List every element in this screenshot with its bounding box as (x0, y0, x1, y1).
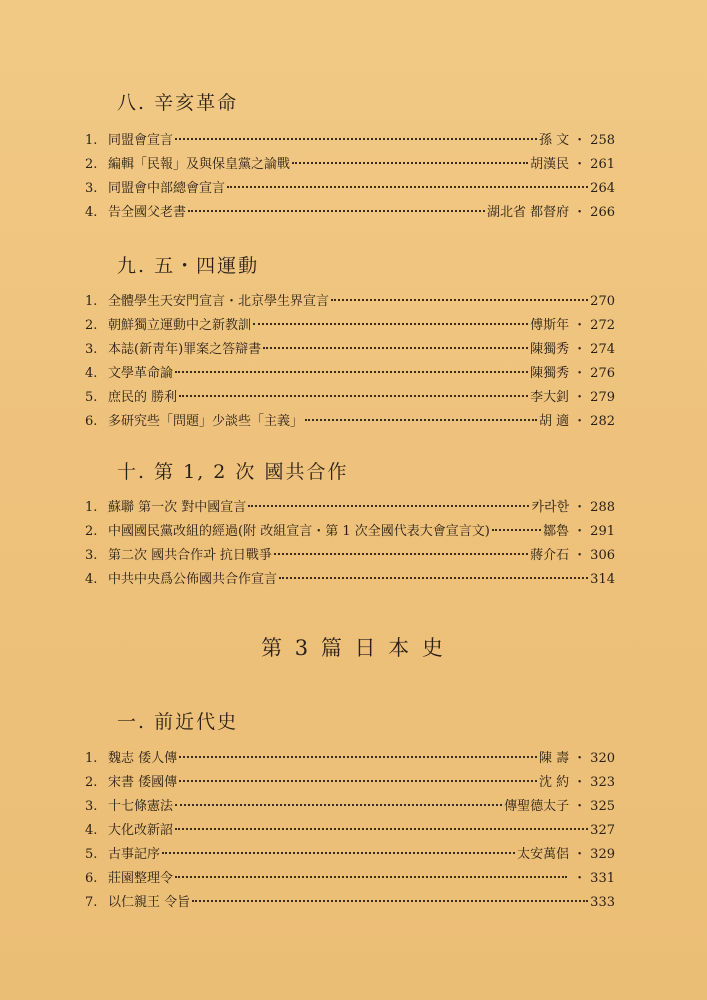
toc-entry (85, 362, 615, 386)
toc-list (85, 747, 615, 915)
entry-title: 同盟會宣言 (108, 133, 174, 148)
entry-title: 十七條憲法 (108, 799, 174, 814)
leader-dots (305, 419, 537, 421)
section-heading: 十. 第 1, 2 次 國共合作 (117, 461, 349, 483)
leader-dots (175, 828, 588, 830)
entry-title: 古事記序 (108, 847, 161, 862)
entry-author: 陳 壽 (539, 751, 570, 766)
entry-page: 329 (590, 847, 615, 862)
entry-page: 272 (590, 318, 615, 333)
toc-entry (85, 819, 615, 843)
separator-dot: ・ (573, 342, 587, 357)
toc-entry (85, 496, 615, 520)
entry-title: 本誌(新靑年)罪案之答辯書 (108, 342, 262, 357)
entry-page: 333 (590, 895, 615, 910)
entry-number: 1. (85, 294, 98, 309)
entry-author: 傳聖德太子 (504, 799, 570, 814)
entry-author: 鄒魯 (543, 524, 570, 539)
toc-entry (85, 771, 615, 795)
leader-dots (253, 323, 528, 325)
entry-page: 327 (590, 823, 615, 838)
entry-author: 湖北省 都督府 (487, 205, 570, 220)
entry-author: 傅斯年 (530, 318, 570, 333)
separator-dot: ・ (573, 318, 587, 333)
entry-number: 2. (85, 318, 98, 333)
entry-title: 多研究些「問題」少談些「主義」 (108, 414, 304, 429)
leader-dots (492, 529, 541, 531)
entry-page: 331 (590, 871, 615, 886)
toc-entry (85, 153, 615, 177)
section-heading: 一. 前近代史 (117, 711, 239, 733)
entry-page: 266 (590, 205, 615, 220)
entry-title: 中國國民黨改組的經過(附 改組宣言・第 1 次全國代表大會宣言文) (108, 524, 490, 539)
separator-dot: ・ (573, 366, 587, 381)
leader-dots (188, 210, 485, 212)
entry-title: 蘇聯 第一次 對中國宣言 (108, 500, 247, 515)
entry-title: 文學革命論 (108, 366, 174, 381)
entry-title: 同盟會中部總會宣言 (108, 181, 226, 196)
entry-title: 朝鮮獨立運動中之新教訓 (108, 318, 252, 333)
separator-dot: ・ (573, 871, 587, 886)
entry-number: 5. (85, 847, 98, 862)
toc-entry (85, 520, 615, 544)
entry-number: 4. (85, 572, 98, 587)
entry-title: 宋書 倭國傳 (108, 775, 178, 790)
entry-number: 7. (85, 895, 98, 910)
entry-author: 胡漢民 (530, 157, 570, 172)
entry-number: 1. (85, 500, 98, 515)
separator-dot: ・ (573, 548, 587, 563)
entry-page: 282 (590, 414, 615, 429)
toc-entry (85, 201, 615, 225)
toc-entry (85, 891, 615, 915)
leader-dots (279, 577, 588, 579)
entry-number: 6. (85, 871, 98, 886)
toc-entry (85, 338, 615, 362)
toc-entry (85, 568, 615, 592)
entry-page: 279 (590, 390, 615, 405)
entry-page: 320 (590, 751, 615, 766)
entry-title: 告全國父老書 (108, 205, 187, 220)
entry-number: 2. (85, 524, 98, 539)
toc-entry (85, 177, 615, 201)
toc-entry (85, 129, 615, 153)
entry-number: 1. (85, 133, 98, 148)
entry-page: 288 (590, 500, 615, 515)
part-title: 第 3 篇 日 本 史 (261, 636, 446, 660)
leader-dots (175, 876, 567, 878)
entry-author: 카라한 (531, 500, 570, 515)
entry-title: 編輯「民報」及與保皇黨之論戰 (108, 157, 291, 172)
entry-number: 3. (85, 342, 98, 357)
entry-page: 306 (590, 548, 615, 563)
entry-number: 3. (85, 548, 98, 563)
toc-entry (85, 795, 615, 819)
separator-dot: ・ (573, 205, 587, 220)
toc-entry (85, 867, 615, 891)
entry-title: 大化改新詔 (108, 823, 174, 838)
leader-dots (292, 162, 528, 164)
entry-author: 胡 適 (539, 414, 570, 429)
leader-dots (331, 299, 588, 301)
entry-page: 258 (590, 133, 615, 148)
separator-dot: ・ (573, 500, 587, 515)
entry-number: 5. (85, 390, 98, 405)
separator-dot: ・ (573, 524, 587, 539)
entry-number: 3. (85, 181, 98, 196)
entry-page: 276 (590, 366, 615, 381)
entry-number: 3. (85, 799, 98, 814)
entry-page: 264 (590, 181, 615, 196)
entry-number: 6. (85, 414, 98, 429)
entry-title: 全體學生天安門宣言・北京學生界宣言 (108, 294, 330, 309)
entry-title: 第二次 國共合作과 抗日戰爭 (108, 548, 272, 563)
toc-entry (85, 410, 615, 434)
toc-entry (85, 386, 615, 410)
entry-author: 蔣介石 (530, 548, 570, 563)
entry-number: 4. (85, 366, 98, 381)
leader-dots (179, 395, 528, 397)
entry-page: 325 (590, 799, 615, 814)
toc-entry (85, 290, 615, 314)
toc-entry (85, 747, 615, 771)
entry-page: 314 (590, 572, 615, 587)
section-heading: 九. 五・四運動 (117, 255, 260, 277)
entry-number: 1. (85, 751, 98, 766)
entry-number: 2. (85, 157, 98, 172)
entry-author: 陳獨秀 (530, 342, 570, 357)
entry-title: 魏志 倭人傳 (108, 751, 178, 766)
leader-dots (263, 347, 528, 349)
toc-list (85, 290, 615, 434)
toc-entry (85, 843, 615, 867)
leader-dots (175, 138, 537, 140)
entry-author: 陳獨秀 (530, 366, 570, 381)
separator-dot: ・ (573, 775, 587, 790)
separator-dot: ・ (573, 414, 587, 429)
entry-author: 沈 約 (539, 775, 570, 790)
entry-page: 291 (590, 524, 615, 539)
leader-dots (274, 553, 528, 555)
entry-title: 中共中央爲公佈國共合作宣言 (108, 572, 278, 587)
entry-author: 李大釗 (530, 390, 570, 405)
entry-page: 274 (590, 342, 615, 357)
leader-dots (162, 852, 515, 854)
toc-entry (85, 544, 615, 568)
entry-number: 2. (85, 775, 98, 790)
separator-dot: ・ (573, 751, 587, 766)
entry-page: 261 (590, 157, 615, 172)
entry-author: 孫 文 (539, 133, 570, 148)
leader-dots (179, 780, 537, 782)
leader-dots (175, 804, 502, 806)
toc-list (85, 496, 615, 592)
toc-list (85, 129, 615, 225)
toc-entry (85, 314, 615, 338)
section-heading: 八. 辛亥革命 (117, 92, 239, 114)
separator-dot: ・ (573, 799, 587, 814)
entry-title: 莊園整理令 (108, 871, 174, 886)
leader-dots (227, 186, 588, 188)
entry-page: 323 (590, 775, 615, 790)
entry-number: 4. (85, 205, 98, 220)
leader-dots (192, 900, 588, 902)
entry-number: 4. (85, 823, 98, 838)
separator-dot: ・ (573, 157, 587, 172)
separator-dot: ・ (573, 390, 587, 405)
entry-title: 庶民的 勝利 (108, 390, 178, 405)
leader-dots (179, 756, 537, 758)
separator-dot: ・ (573, 847, 587, 862)
leader-dots (175, 371, 528, 373)
leader-dots (248, 505, 529, 507)
separator-dot: ・ (573, 133, 587, 148)
entry-page: 270 (590, 294, 615, 309)
entry-title: 以仁親王 令旨 (108, 895, 191, 910)
entry-author: 太安萬侶 (517, 847, 570, 862)
